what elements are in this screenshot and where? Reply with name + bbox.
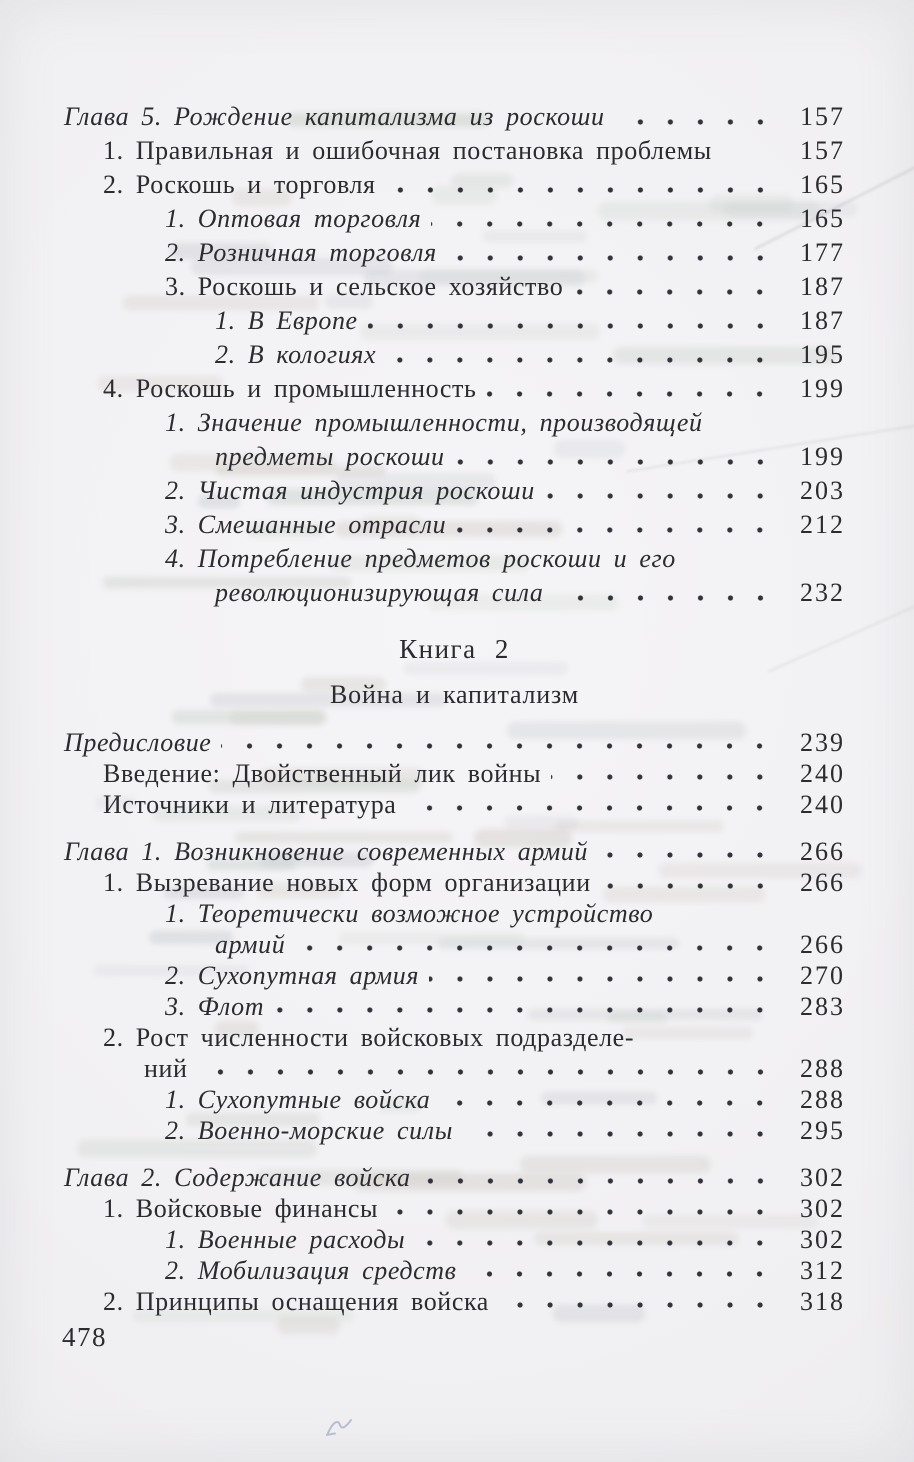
toc-entry [64,474,845,508]
entry-title: Введение: Двойственный лик войны [103,759,542,788]
toc-entry [64,991,845,1022]
dot-leader [554,576,775,610]
dot-leader [499,1286,775,1317]
bleed-through-mark [277,1317,339,1334]
toc-entry [64,576,845,610]
book2-heading-block [64,632,845,712]
entry-page-number: 165 [800,204,845,233]
entry-title: армий [215,930,286,959]
entry-title: Глава 1. Возникновение современных армий [64,837,589,866]
toc-chapter-entry [64,836,845,867]
toc-entry [64,867,845,898]
toc-entry [64,270,845,304]
entry-title: 3. Роскошь и сельское хозяйство [165,272,564,301]
entry-title: Глава 5. Рождение капитализма из роскоши [64,102,605,131]
entry-title: ний [144,1054,188,1083]
entry-title: 1. В Европе [215,306,358,335]
entry-page-number: 266 [800,868,845,897]
dot-leader [386,168,775,202]
entry-title: 2. В кологиях [215,340,377,369]
entry-page-number: 240 [800,790,845,819]
dot-leader [368,304,775,338]
toc-section-book1 [64,100,845,610]
dot-leader [221,727,775,758]
dot-leader [455,440,775,474]
dot-leader [440,1084,775,1115]
dot-leader [295,929,775,960]
entry-page-number: 312 [800,1256,845,1285]
entry-page-number: 203 [800,476,845,505]
entry-page-number: 177 [800,238,845,267]
toc-entry [64,338,845,372]
toc-entry [64,236,845,270]
toc-entry [64,508,845,542]
entry-title: 1. Правильная и ошибочная постановка проблемы [103,136,712,165]
entry-page-number: 157 [800,102,845,131]
entry-title: 1. Сухопутные войска [165,1085,431,1114]
entry-title: 1. Военные расходы [165,1225,406,1254]
dot-leader [545,474,775,508]
toc-entry [64,1084,845,1115]
entry-page-number: 288 [800,1085,845,1114]
entry-page-number: 199 [800,442,845,471]
dot-leader [388,1193,775,1224]
entry-page-number: 302 [800,1194,845,1223]
entry-page-number: 288 [800,1054,845,1083]
toc-entry [64,1115,845,1146]
entry-page-number: 318 [800,1287,845,1316]
toc-entry [64,960,845,991]
entry-title: 2. Сухопутная армия [165,961,420,990]
table-of-contents [64,100,845,1317]
book2-title: Книга 2 [399,634,510,664]
dot-leader [573,270,775,304]
leader-spacer [644,1022,831,1053]
toc-entry [64,1255,845,1286]
entry-page-number: 239 [800,728,845,757]
toc-entry [64,304,845,338]
entry-title: предметы роскоши [215,442,445,471]
toc-entry [64,134,845,168]
toc-entry [64,1224,845,1255]
toc-entry [64,1053,845,1084]
entry-title: 2. Мобилизация средств [165,1256,457,1285]
dot-leader [274,991,775,1022]
dot-leader [415,1224,775,1255]
entry-page-number: 165 [800,170,845,199]
entry-page-number: 157 [800,136,845,165]
entry-title: 2. Чистая индустрия роскоши [165,476,535,505]
entry-page-number: 266 [800,930,845,959]
dot-leader [406,789,775,820]
entry-title: революционизирующая сила [215,578,544,607]
entry-title: 4. Потребление предметов роскоши и его [165,544,676,573]
entry-page-number: 187 [800,272,845,301]
pen-mark [326,1416,354,1438]
entry-title: 1. Оптовая торговля [165,204,422,233]
entry-title: Источники и литература [103,790,397,819]
dot-leader [551,758,775,789]
entry-page-number: 187 [800,306,845,335]
toc-entry [64,440,845,474]
entry-page-number: 240 [800,759,845,788]
dot-leader [466,1255,775,1286]
toc-chapter-entry [64,1162,845,1193]
book2-subtitle: Война и капитализм [330,680,579,709]
entry-page-number: 302 [800,1225,845,1254]
dot-leader [421,1162,775,1193]
toc-entry [64,372,845,406]
dot-leader [431,202,775,236]
leader-spacer [713,406,831,440]
entry-title: 1. Значение промышленности, производящей [165,408,703,437]
toc-entry [64,1022,845,1053]
toc-entry [64,929,845,960]
toc-entry [64,898,845,929]
entry-title: 2. Рост численности войсковых подразделе- [103,1023,635,1052]
dot-leader [598,836,775,867]
entry-title: 2. Розничная торговля [165,238,437,267]
entry-title: Предисловие [64,728,212,757]
leader-spacer [663,898,831,929]
leader-spacer [686,542,831,576]
toc-section-book2 [64,727,845,1317]
toc-entry [64,406,845,440]
dot-leader [486,372,775,406]
entry-page-number: 232 [800,578,845,607]
entry-page-number: 302 [800,1163,845,1192]
dot-leader [198,1053,775,1084]
entry-title: 1. Войсковые финансы [103,1194,379,1223]
entry-page-number: 295 [800,1116,845,1145]
toc-chapter-entry [64,100,845,134]
entry-title: 2. Роскошь и торговля [103,170,376,199]
toc-entry [64,168,845,202]
toc-entry [64,789,845,820]
entry-page-number: 212 [800,510,845,539]
entry-title: 3. Флот [165,992,265,1021]
dot-leader [601,867,775,898]
dot-leader [447,236,775,270]
entry-page-number: 195 [800,340,845,369]
dot-leader [429,960,775,991]
entry-title: 3. Смешанные отрасли [165,510,447,539]
entry-title: 4. Роскошь и промышленность [103,374,477,403]
toc-entry [64,202,845,236]
entry-title: 1. Вызревание новых форм организации [103,868,591,897]
leader-spacer [722,134,775,168]
entry-page-number: 199 [800,374,845,403]
entry-title: Глава 2. Содержание войска [64,1163,411,1192]
dot-leader [615,100,775,134]
dot-leader [386,338,775,372]
toc-chapter-entry [64,727,845,758]
toc-entry [64,542,845,576]
toc-entry [64,758,845,789]
entry-title: 2. Принципы оснащения войска [103,1287,489,1316]
toc-entry [64,1286,845,1317]
entry-title: 2. Военно-морские силы [165,1116,453,1145]
toc-entry [64,1193,845,1224]
entry-page-number: 266 [800,837,845,866]
dot-leader [456,508,775,542]
folio-page-number: 478 [62,1322,107,1352]
entry-page-number: 283 [800,992,845,1021]
dot-leader [463,1115,775,1146]
entry-title: 1. Теоретически возможное устройство [165,899,654,928]
entry-page-number: 270 [800,961,845,990]
